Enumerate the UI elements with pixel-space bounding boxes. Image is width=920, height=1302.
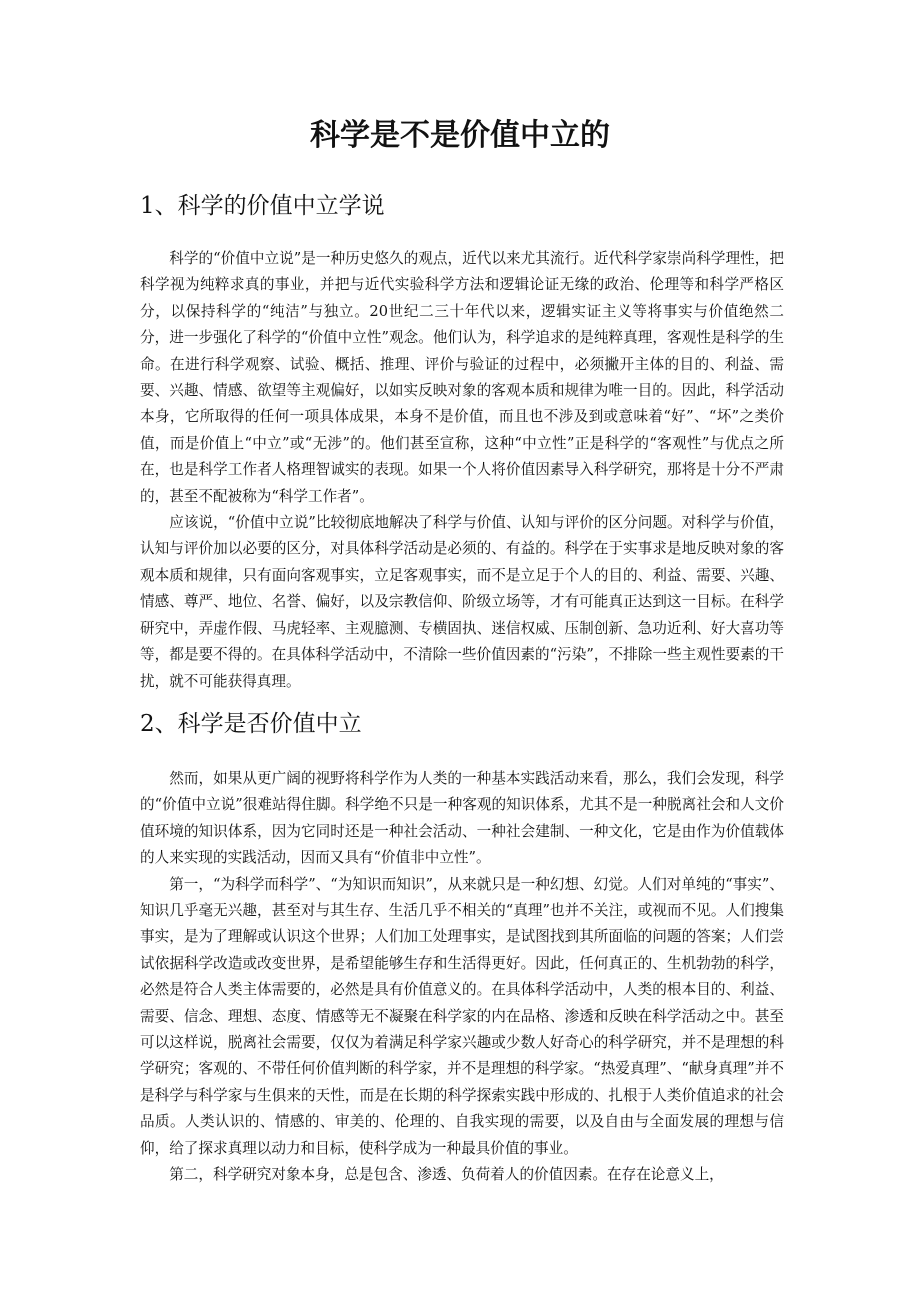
- section-1-heading: 1、科学的价值中立学说: [140, 193, 385, 219]
- paragraph: 科学的“价值中立说”是一种历史悠久的观点，近代以来尤其流行。近代科学家崇尚科学理性，把科学视为纯粹求真的事业，并把与近代实验科学方法和逻辑论证无缘的政治、伦理等和科学严格区分，以保持科学的“纯洁”与独立。20世纪二三十年代以来，逻辑实证主义等将事实与价值绝然二分，进一步强化了科学的“价值中立性”观念。他们认为，科学追求的是纯粹真理，客观性是科学的生命。在进行科学观察、试验、概括、推理、评价与验证的过程中，必须撇开主体的目的、利益、需要、兴趣、情感、欲望等主观偏好，以如实反映对象的客观本质和规律为唯一目的。因此，科学活动本身，它所取得的任何一项具体成果，本身不是价值，而且也不涉及到或意味着“好”、“坏”之类价值，而是价值上“中立”或“无涉”的。他们甚至宣称，这种“中立性”正是科学的“客观性”与优点之所在，也是科学工作者人格理智诚实的表现。如果一个人将价值因素导入科学研究，那将是十分不严肃的，甚至不配被称为“科学工作者”。: [140, 250, 784, 505]
- paragraph: 第二，科学研究对象本身，总是包含、渗透、负荷着人的价值因素。在存在论意义上，: [169, 1166, 724, 1184]
- paragraph: 然而，如果从更广阔的视野将科学作为人类的一种基本实践活动来看，那么，我们会发现，科学的“价值中立说”很难站得住脚。科学绝不只是一种客观的知识体系，尤其不是一种脱离社会和人文价值环境的知识体系，因为它同时还是一种社会活动、一种社会建制、一种文化，它是由作为价值载体的人来实现的实践活动，因而又具有“价值非中立性”。: [140, 770, 784, 867]
- section-2-heading: 2、科学是否价值中立: [140, 711, 362, 737]
- paragraph: 应该说，“价值中立说”比较彻底地解决了科学与价值、认知与评价的区分问题。对科学与价值，认知与评价加以必要的区分，对具体科学活动是必须的、有益的。科学在于实事求是地反映对象的客观本质和规律，只有面向客观事实，立足客观事实，而不是立足于个人的目的、利益、需要、兴趣、情感、尊严、地位、名誉、偏好，以及宗教信仰、阶级立场等，才有可能真正达到这一目标。在科学研究中，弄虚作假、马虎轻率、主观臆测、专横固执、迷信权威、压制创新、急功近利、好大喜功等等，都是要不得的。在具体科学活动中，不清除一些价值因素的“污染”，不排除一些主观性要素的干扰，就不可能获得真理。: [140, 514, 784, 690]
- section-1-body: [140, 246, 784, 695]
- document-title: 科学是不是价值中立的: [310, 118, 610, 153]
- paragraph: 第一，“为科学而科学”、“为知识而知识”，从来就只是一种幻想、幻觉。人们对单纯的“事实”、知识几乎毫无兴趣，甚至对与其生存、生活几乎不相关的“真理”也并不关注，或视而不见。人们搜集事实，是为了理解或认识这个世界；人们加工处理事实，是试图找到其所面临的问题的答案；人们尝试依据科学改造或改变世界，是希望能够生存和生活得更好。因此，任何真正的、生机勃勃的科学，必然是符合人类主体需要的，必然是具有价值意义的。在具体科学活动中，人类的根本目的、利益、需要、信念、理想、态度、情感等无不凝聚在科学家的内在品格、渗透和反映在科学活动之中。甚至可以这样说，脱离社会需要，仅仅为着满足科学家兴趣或少数人好奇心的科学研究，并不是理想的科学研究；客观的、不带任何价值判断的科学家，并不是理想的科学家。“热爱真理”、“献身真理”并不是科学与科学家与生俱来的天性，而是在长期的科学探索实践中形成的、扎根于人类价值追求的社会品质。人类认识的、情感的、审美的、伦理的、自我实现的需要，以及自由与全面发展的理想与信仰，给了探求真理以动力和目标，使科学成为一种最具价值的事业。: [140, 875, 784, 1157]
- section-2-body: [140, 766, 784, 1189]
